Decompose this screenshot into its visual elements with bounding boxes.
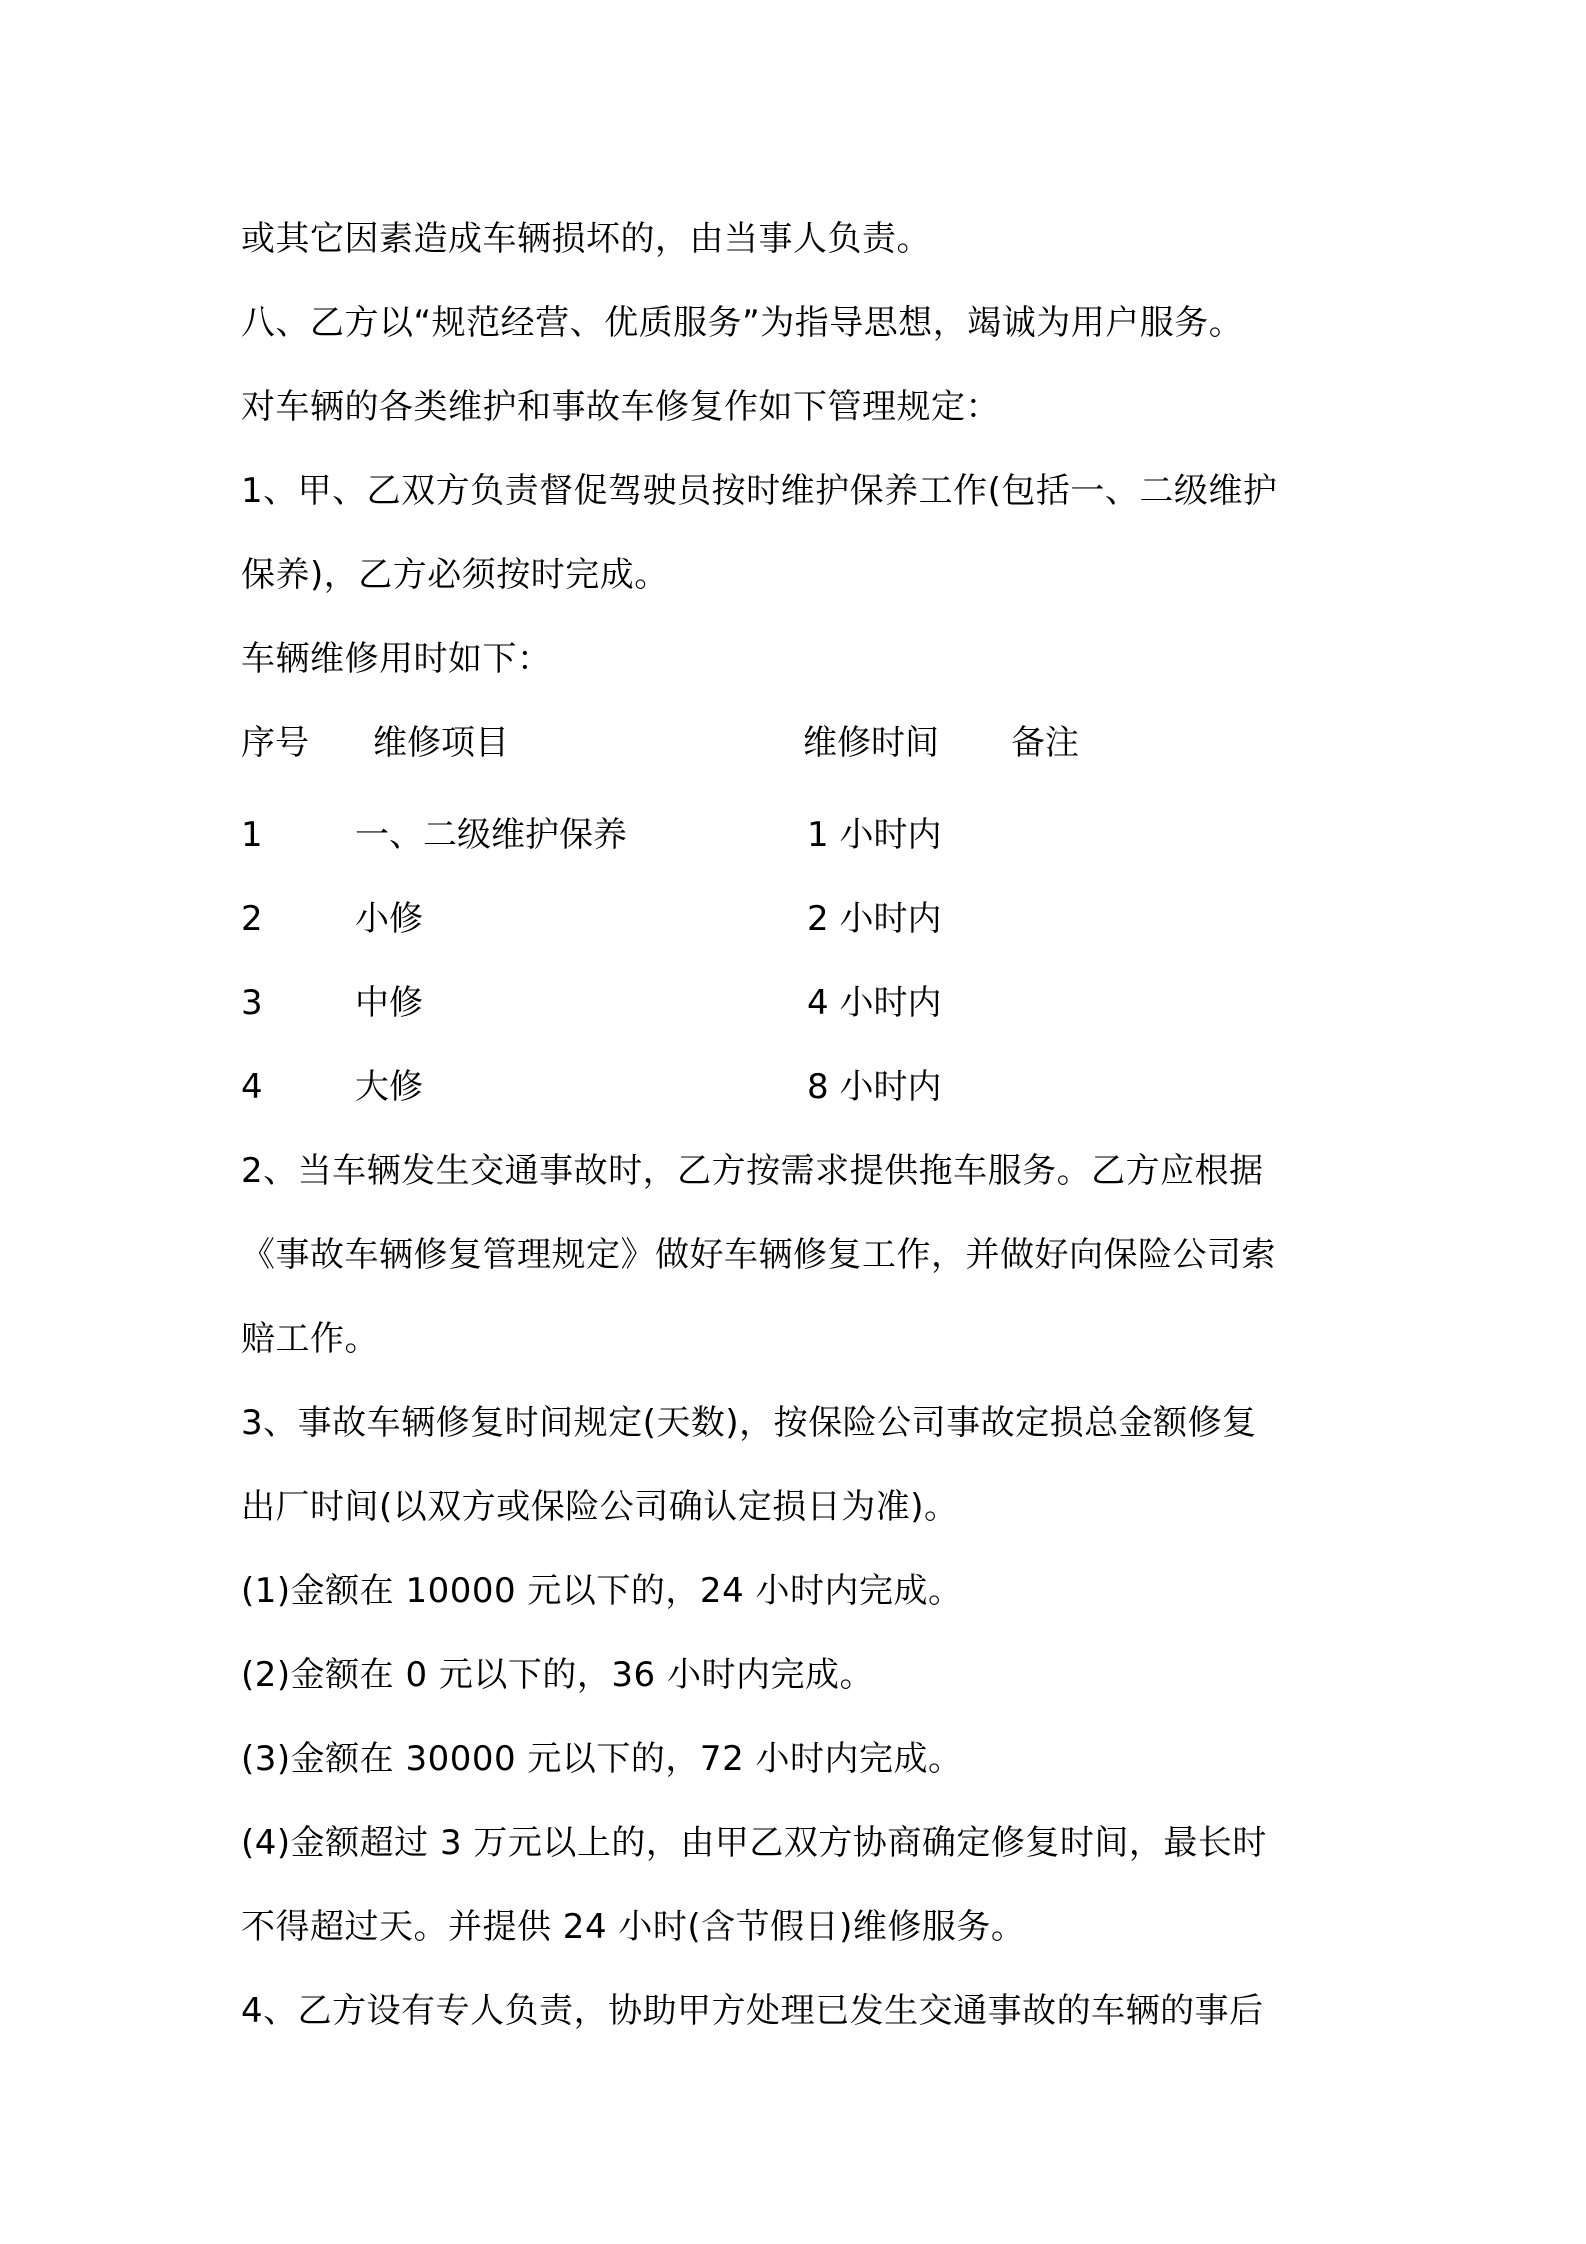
row-item: 中修 [355,983,423,1023]
paragraph-line: 车辆维修用时如下： [241,639,552,679]
row-time: 2 小时内 [807,899,942,939]
paragraph-line: 对车辆的各类维护和事故车修复作如下管理规定： [241,387,1000,427]
table-header-row [241,701,1361,785]
paragraph-line: (4)金额超过 3 万元以上的，由甲乙双方协商确定修复时间，最长时 [241,1823,1267,1863]
row-item: 一、二级维护保养 [355,815,627,855]
document-body [241,197,1361,2053]
paragraph-line: 保养)，乙方必须按时完成。 [241,555,669,595]
paragraph-line: 《事故车辆修复管理规定》做好车辆修复工作，并做好向保险公司索 [241,1235,1276,1275]
paragraph-line: 2、当车辆发生交通事故时，乙方按需求提供拖车服务。乙方应根据 [241,1151,1264,1191]
row-no: 1 [241,815,263,855]
row-no: 4 [241,1067,263,1107]
row-time: 8 小时内 [807,1067,942,1107]
table-row [241,793,1361,877]
paragraph-line: (2)金额在 0 元以下的，36 小时内完成。 [241,1655,874,1695]
table-row [241,1045,1361,1129]
row-time: 4 小时内 [807,983,942,1023]
header-item: 维修项目 [373,723,509,763]
paragraph-line: 3、事故车辆修复时间规定(天数)，按保险公司事故定损总金额修复 [241,1403,1257,1443]
header-no: 序号 [241,723,309,763]
paragraph-line: 八、乙方以“规范经营、优质服务”为指导思想，竭诚为用户服务。 [241,303,1244,343]
header-note: 备注 [1011,723,1079,763]
row-time: 1 小时内 [807,815,942,855]
paragraph-line: (3)金额在 30000 元以下的，72 小时内完成。 [241,1739,963,1779]
table-row [241,961,1361,1045]
table-row [241,877,1361,961]
row-item: 大修 [355,1067,423,1107]
paragraph-line: 不得超过天。并提供 24 小时(含节假日)维修服务。 [241,1907,1026,1947]
paragraph-line: 4、乙方设有专人负责，协助甲方处理已发生交通事故的车辆的事后 [241,1991,1264,2031]
header-time: 维修时间 [803,723,939,763]
paragraph-line: 出厂时间(以双方或保险公司确认定损日为准)。 [241,1487,959,1527]
paragraph-line: 赔工作。 [241,1319,379,1359]
paragraph-line: 或其它因素造成车辆损坏的，由当事人负责。 [241,219,931,259]
row-item: 小修 [355,899,423,939]
row-no: 3 [241,983,263,1023]
paragraph-line: 1、甲、乙双方负责督促驾驶员按时维护保养工作(包括一、二级维护 [241,471,1278,511]
paragraph-line: (1)金额在 10000 元以下的，24 小时内完成。 [241,1571,963,1611]
row-no: 2 [241,899,263,939]
